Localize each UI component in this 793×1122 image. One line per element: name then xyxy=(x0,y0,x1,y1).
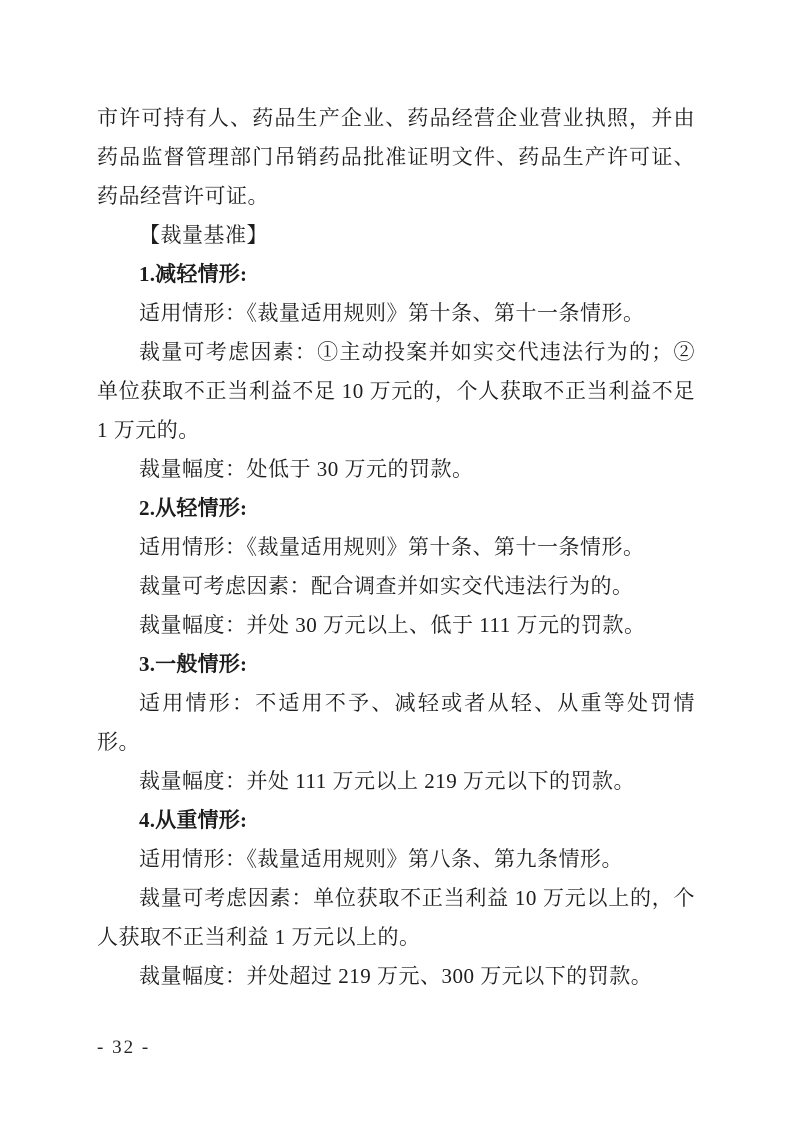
paragraph: 市许可持有人、药品生产企业、药品经营企业营业执照，并由药品监督管理部门吊销药品批准证明文件、药品生产许可证、药品经营许可证。 xyxy=(97,106,695,208)
paragraph: 裁量可考虑因素：配合调查并如实交代违法行为的。 xyxy=(139,574,634,598)
section-heading: 2.从轻情形: xyxy=(139,496,248,520)
paragraph: 裁量可考虑因素：①主动投案并如实交代违法行为的；②单位获取不正当利益不足 10 万元的，个人获取不正当利益不足 1 万元的。 xyxy=(97,340,695,442)
section-heading: 3.一般情形: xyxy=(139,652,248,676)
paragraph: 适用情形：《裁量适用规则》第十条、第十一条情形。 xyxy=(139,535,645,559)
paragraph: 裁量幅度：并处 30 万元以上、低于 111 万元的罚款。 xyxy=(139,613,646,637)
paragraph: 适用情形：《裁量适用规则》第八条、第九条情形。 xyxy=(139,847,623,871)
page-number: - 32 - xyxy=(97,1037,151,1058)
paragraph: 适用情形：《裁量适用规则》第十条、第十一条情形。 xyxy=(139,301,645,325)
section-heading: 4.从重情形: xyxy=(139,808,248,832)
paragraph: 【裁量基准】 xyxy=(139,223,268,247)
paragraph: 裁量幅度：并处超过 219 万元、300 万元以下的罚款。 xyxy=(139,964,653,988)
section-heading: 1.减轻情形: xyxy=(139,262,248,286)
paragraph: 适用情形：不适用不予、减轻或者从轻、从重等处罚情形。 xyxy=(97,691,695,754)
paragraph: 裁量幅度：处低于 30 万元的罚款。 xyxy=(139,457,474,481)
paragraph: 裁量幅度：并处 111 万元以上 219 万元以下的罚款。 xyxy=(139,769,635,793)
document-body xyxy=(97,99,695,996)
paragraph: 裁量可考虑因素：单位获取不正当利益 10 万元以上的，个人获取不正当利益 1 万元以上的。 xyxy=(97,886,695,949)
